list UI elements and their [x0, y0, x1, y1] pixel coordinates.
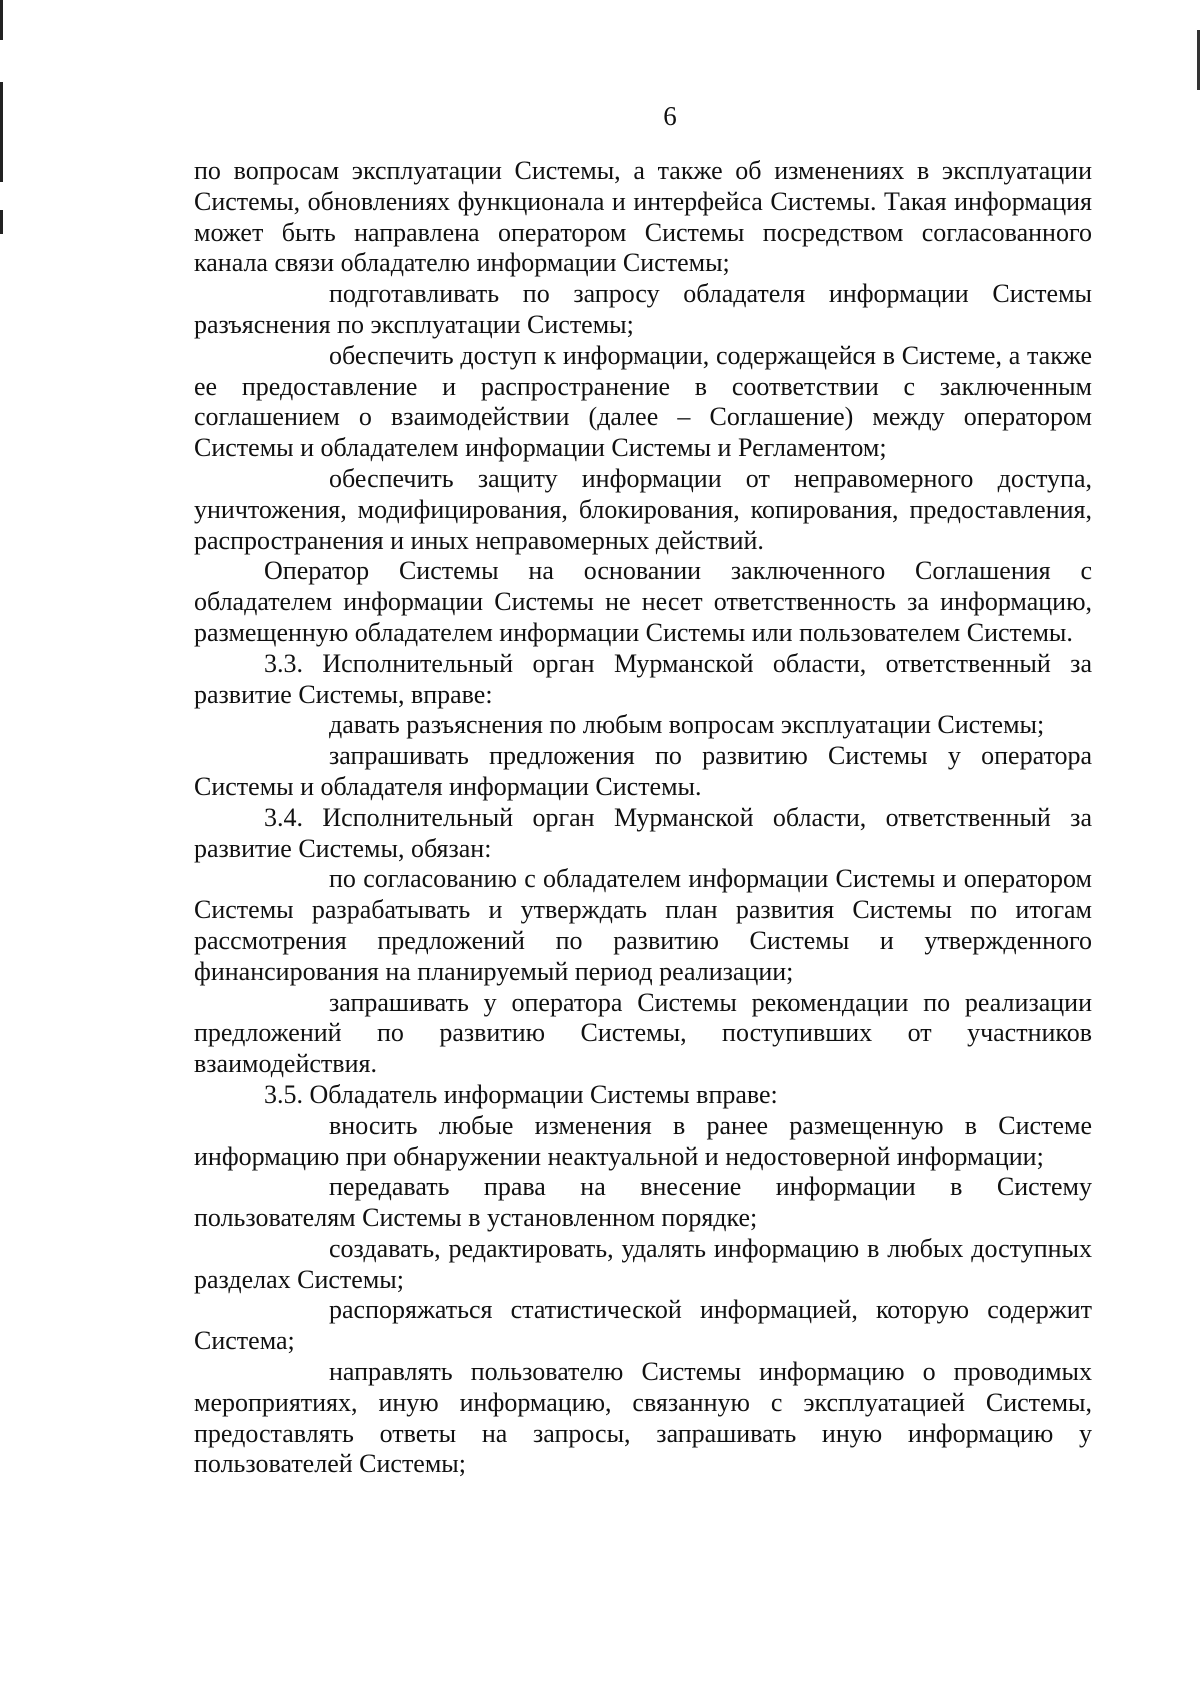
- paragraph: создавать, редактировать, удалять информацию в любых доступных разделах Системы;: [194, 1233, 1092, 1294]
- paragraph: запрашивать предложения по развитию Системы у оператора Системы и обладателя информации Системы.: [194, 741, 1092, 801]
- paragraph: обеспечить доступ к информации, содержащейся в Системе, а также ее предоставление и распространение в соответствии с заключенным соглашением о взаимодействии (далее – Соглашение) между оператором Системы и обладателем информации Системы и Регламентом;: [194, 340, 1092, 463]
- scan-edge-mark: [0, 82, 3, 182]
- scan-edge-mark: [0, 0, 3, 40]
- scan-edge-mark: [0, 210, 3, 234]
- paragraph: передавать права на внесение информации в Систему пользователям Системы в установленном порядке;: [194, 1172, 1092, 1233]
- paragraph: давать разъяснения по любым вопросам эксплуатации Системы;: [329, 710, 1045, 740]
- section-heading: 3.3. Исполнительный орган Мурманской области, ответственный за развитие Системы, вправе:: [194, 648, 1092, 709]
- body-text: [194, 156, 1092, 1480]
- paragraph: распоряжаться статистической информацией, которую содержит Система;: [194, 1295, 1092, 1356]
- paragraph: запрашивать у оператора Системы рекомендации по реализации предложений по развитию Системы, поступивших от участников взаимодействия.: [194, 987, 1092, 1079]
- paragraph: подготавливать по запросу обладателя информации Системы разъяснения по эксплуатации Системы;: [194, 279, 1092, 339]
- section-heading: 3.4. Исполнительный орган Мурманской области, ответственный за развитие Системы, обязан:: [194, 802, 1092, 863]
- page-number: 6: [663, 101, 677, 131]
- section-heading: 3.5. Обладатель информации Системы вправе:: [264, 1079, 778, 1109]
- paragraph: по вопросам эксплуатации Системы, а также об изменениях в эксплуатации Системы, обновлениях функционала и интерфейса Системы. Такая информация может быть направлена оператором Системы посредством согласованного канала связи обладателю информации Системы;: [194, 156, 1092, 278]
- paragraph: по согласованию с обладателем информации Системы и оператором Системы разрабатывать и утверждать план развития Системы по итогам рассмотрения предложений по развитию Системы и утвержденного финансирования на планируемый период реализации;: [194, 864, 1092, 986]
- paragraph: вносить любые изменения в ранее размещенную в Системе информацию при обнаружении неактуальной и недостоверной информации;: [194, 1110, 1092, 1171]
- paragraph: направлять пользователю Системы информацию о проводимых мероприятиях, иную информацию, связанную с эксплуатацией Системы, предоставлять ответы на запросы, запрашивать иную информацию у пользователей Системы;: [194, 1357, 1092, 1479]
- paragraph: Оператор Системы на основании заключенного Соглашения с обладателем информации Системы не несет ответственность за информацию, размещенную обладателем информации Системы или пользователем Системы.: [194, 556, 1092, 647]
- paragraph: обеспечить защиту информации от неправомерного доступа, уничтожения, модифицирования, блокирования, копирования, предоставления, распространения и иных неправомерных действий.: [194, 463, 1092, 555]
